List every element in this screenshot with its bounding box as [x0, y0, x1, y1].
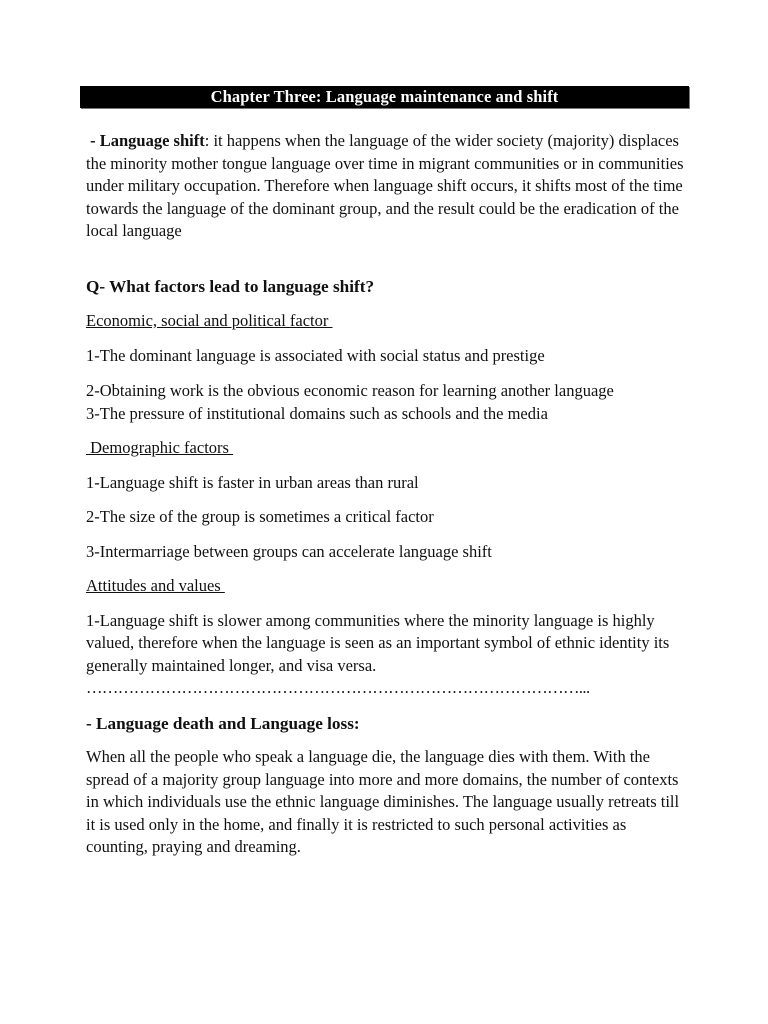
document-body — [86, 130, 686, 859]
language-shift-definition: : it happens when the language of the wider society (majority) displaces the minority mother tongue language over time in migrant communities or in communities under military occupation. Therefore when language shift occurs, it shifts most of the time towards the language of the dominant group, and the result could be the eradication of the local language — [86, 131, 688, 240]
dotted-separator: …………………………………………………………………………………... — [86, 678, 590, 697]
chapter-title-bar — [80, 86, 689, 108]
attitudes-item-1: 1-Language shift is slower among communities where the minority language is highly valued, therefore when the language is seen as an important symbol of ethnic identity its generally maintained longer, and visa versa. — [86, 610, 670, 675]
section-heading-demographic: Demographic factors — [86, 438, 234, 457]
demographic-item-1: 1-Language shift is faster in urban areas than rural — [86, 472, 419, 492]
intro-paragraph — [86, 130, 686, 243]
language-death-heading: - Language death and Language loss: — [86, 713, 360, 733]
economic-item-2: 2-Obtaining work is the obvious economic reason for learning another language — [86, 381, 614, 400]
demographic-item-2: 2-The size of the group is sometimes a critical factor — [86, 507, 434, 526]
language-death-paragraph: When all the people who speak a language die, the language dies with them. With the spread of a majority group language into more and more domains, the number of contexts in which individuals use the ethnic language diminishes. The language usually retreats till it is used only in the home, and finally it is restricted to such personal activities as counting, praying and dreaming. — [86, 747, 680, 856]
chapter-title: Chapter Three: Language maintenance and shift — [210, 87, 559, 106]
economic-item-3: 3-The pressure of institutional domains such as schools and the media — [86, 403, 548, 423]
section-heading-economic: Economic, social and political factor — [86, 311, 333, 330]
language-shift-term: - Language shift — [86, 131, 205, 150]
section-heading-attitudes: Attitudes and values — [86, 576, 225, 595]
economic-item-1: 1-The dominant language is associated with social status and prestige — [86, 345, 545, 365]
demographic-item-3: 3-Intermarriage between groups can accelerate language shift — [86, 541, 492, 561]
question-heading: Q- What factors lead to language shift? — [86, 276, 375, 296]
